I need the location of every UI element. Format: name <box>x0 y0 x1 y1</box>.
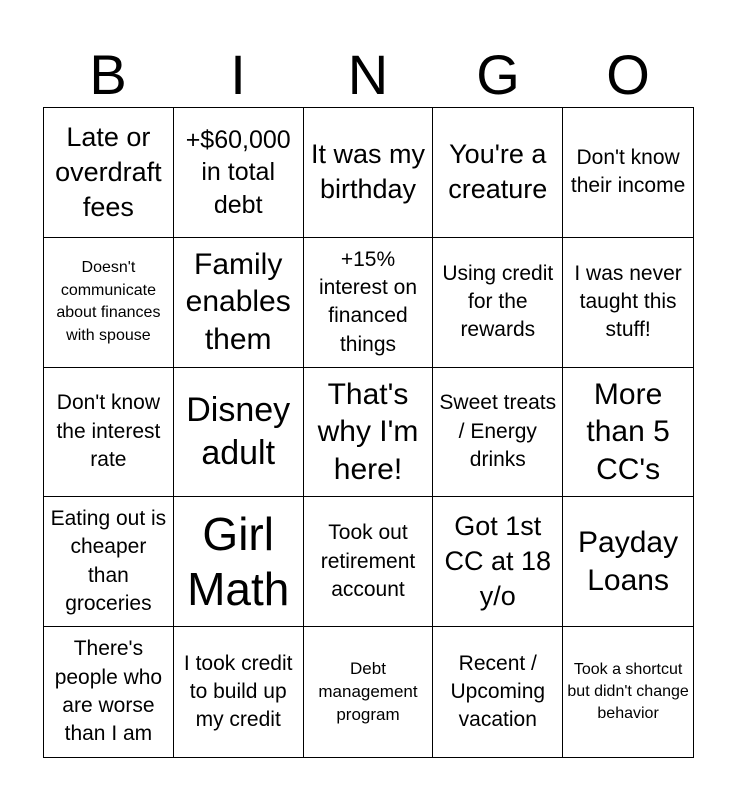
bingo-cell-text: Recent / Upcoming vacation <box>450 651 546 732</box>
bingo-cell[interactable] <box>304 368 434 498</box>
bingo-cell-text: Family enables them <box>185 247 291 356</box>
bingo-cell[interactable] <box>304 627 434 757</box>
bingo-cell[interactable] <box>433 497 563 627</box>
bingo-cell[interactable] <box>174 368 304 498</box>
bingo-cell-text: Late or overdraft fees <box>55 121 162 222</box>
bingo-cell[interactable] <box>433 238 563 368</box>
bingo-cell[interactable] <box>563 497 693 627</box>
bingo-cell-text: Eating out is cheaper than groceries <box>50 507 167 616</box>
header-letter-o: O <box>606 43 650 106</box>
bingo-cell[interactable] <box>174 108 304 238</box>
bingo-cell-text: Took a shortcut but didn't change behavior <box>567 660 689 723</box>
bingo-cell-text: That's why I'm here! <box>317 377 419 486</box>
bingo-cell[interactable] <box>563 238 693 368</box>
header-letter-i: I <box>230 43 246 106</box>
header-letter-g: G <box>476 43 520 106</box>
bingo-cell[interactable] <box>44 238 174 368</box>
bingo-cell-text: More than 5 CC's <box>586 377 670 486</box>
bingo-cell[interactable] <box>304 238 434 368</box>
bingo-cell-text: Girl Math <box>187 507 290 615</box>
bingo-cell-text: Using credit for the rewards <box>442 261 554 342</box>
bingo-cell-text: It was my birthday <box>310 139 425 205</box>
bingo-cell[interactable] <box>174 627 304 757</box>
bingo-cell-text: Payday Loans <box>578 526 679 597</box>
bingo-cell[interactable] <box>304 497 434 627</box>
bingo-cell[interactable] <box>44 108 174 238</box>
bingo-cell-text: Debt management program <box>318 658 418 724</box>
bingo-cell[interactable] <box>44 627 174 757</box>
bingo-cell[interactable] <box>304 108 434 238</box>
bingo-cell[interactable] <box>433 627 563 757</box>
bingo-cell[interactable] <box>563 627 693 757</box>
bingo-cell-text: I took credit to build up my credit <box>183 651 293 732</box>
bingo-cell-text: Disney adult <box>186 391 291 472</box>
bingo-cell-text: Got 1st CC at 18 y/o <box>444 511 552 612</box>
bingo-cell-text: Took out retirement account <box>320 521 416 601</box>
bingo-cell[interactable] <box>433 108 563 238</box>
bingo-cell[interactable] <box>563 108 693 238</box>
header-letter-n: N <box>347 43 389 106</box>
bingo-board <box>43 107 694 758</box>
header-letter-b: B <box>89 43 127 106</box>
bingo-cell[interactable] <box>174 238 304 368</box>
bingo-cell-text: Don't know the interest rate <box>56 391 161 472</box>
bingo-cell[interactable] <box>44 368 174 498</box>
bingo-cell-text: Doesn't communicate about finances with spouse <box>56 259 161 344</box>
bingo-cell-text: I was never taught this stuff! <box>574 261 682 342</box>
bingo-cell[interactable] <box>433 368 563 498</box>
bingo-cell-text: You're a creature <box>448 139 548 205</box>
bingo-cell[interactable] <box>44 497 174 627</box>
bingo-cell-text: Don't know their income <box>570 146 686 198</box>
bingo-cell-text: +$60,000 in total debt <box>185 125 291 219</box>
bingo-cell-text: +15% interest on financed things <box>318 247 418 356</box>
bingo-cell-text: Sweet treats / Energy drinks <box>439 391 557 472</box>
bingo-cell[interactable] <box>174 497 304 627</box>
bingo-header <box>43 42 693 108</box>
bingo-cell[interactable] <box>563 368 693 498</box>
bingo-cell-text: There's people who are worse than I am <box>54 637 163 746</box>
